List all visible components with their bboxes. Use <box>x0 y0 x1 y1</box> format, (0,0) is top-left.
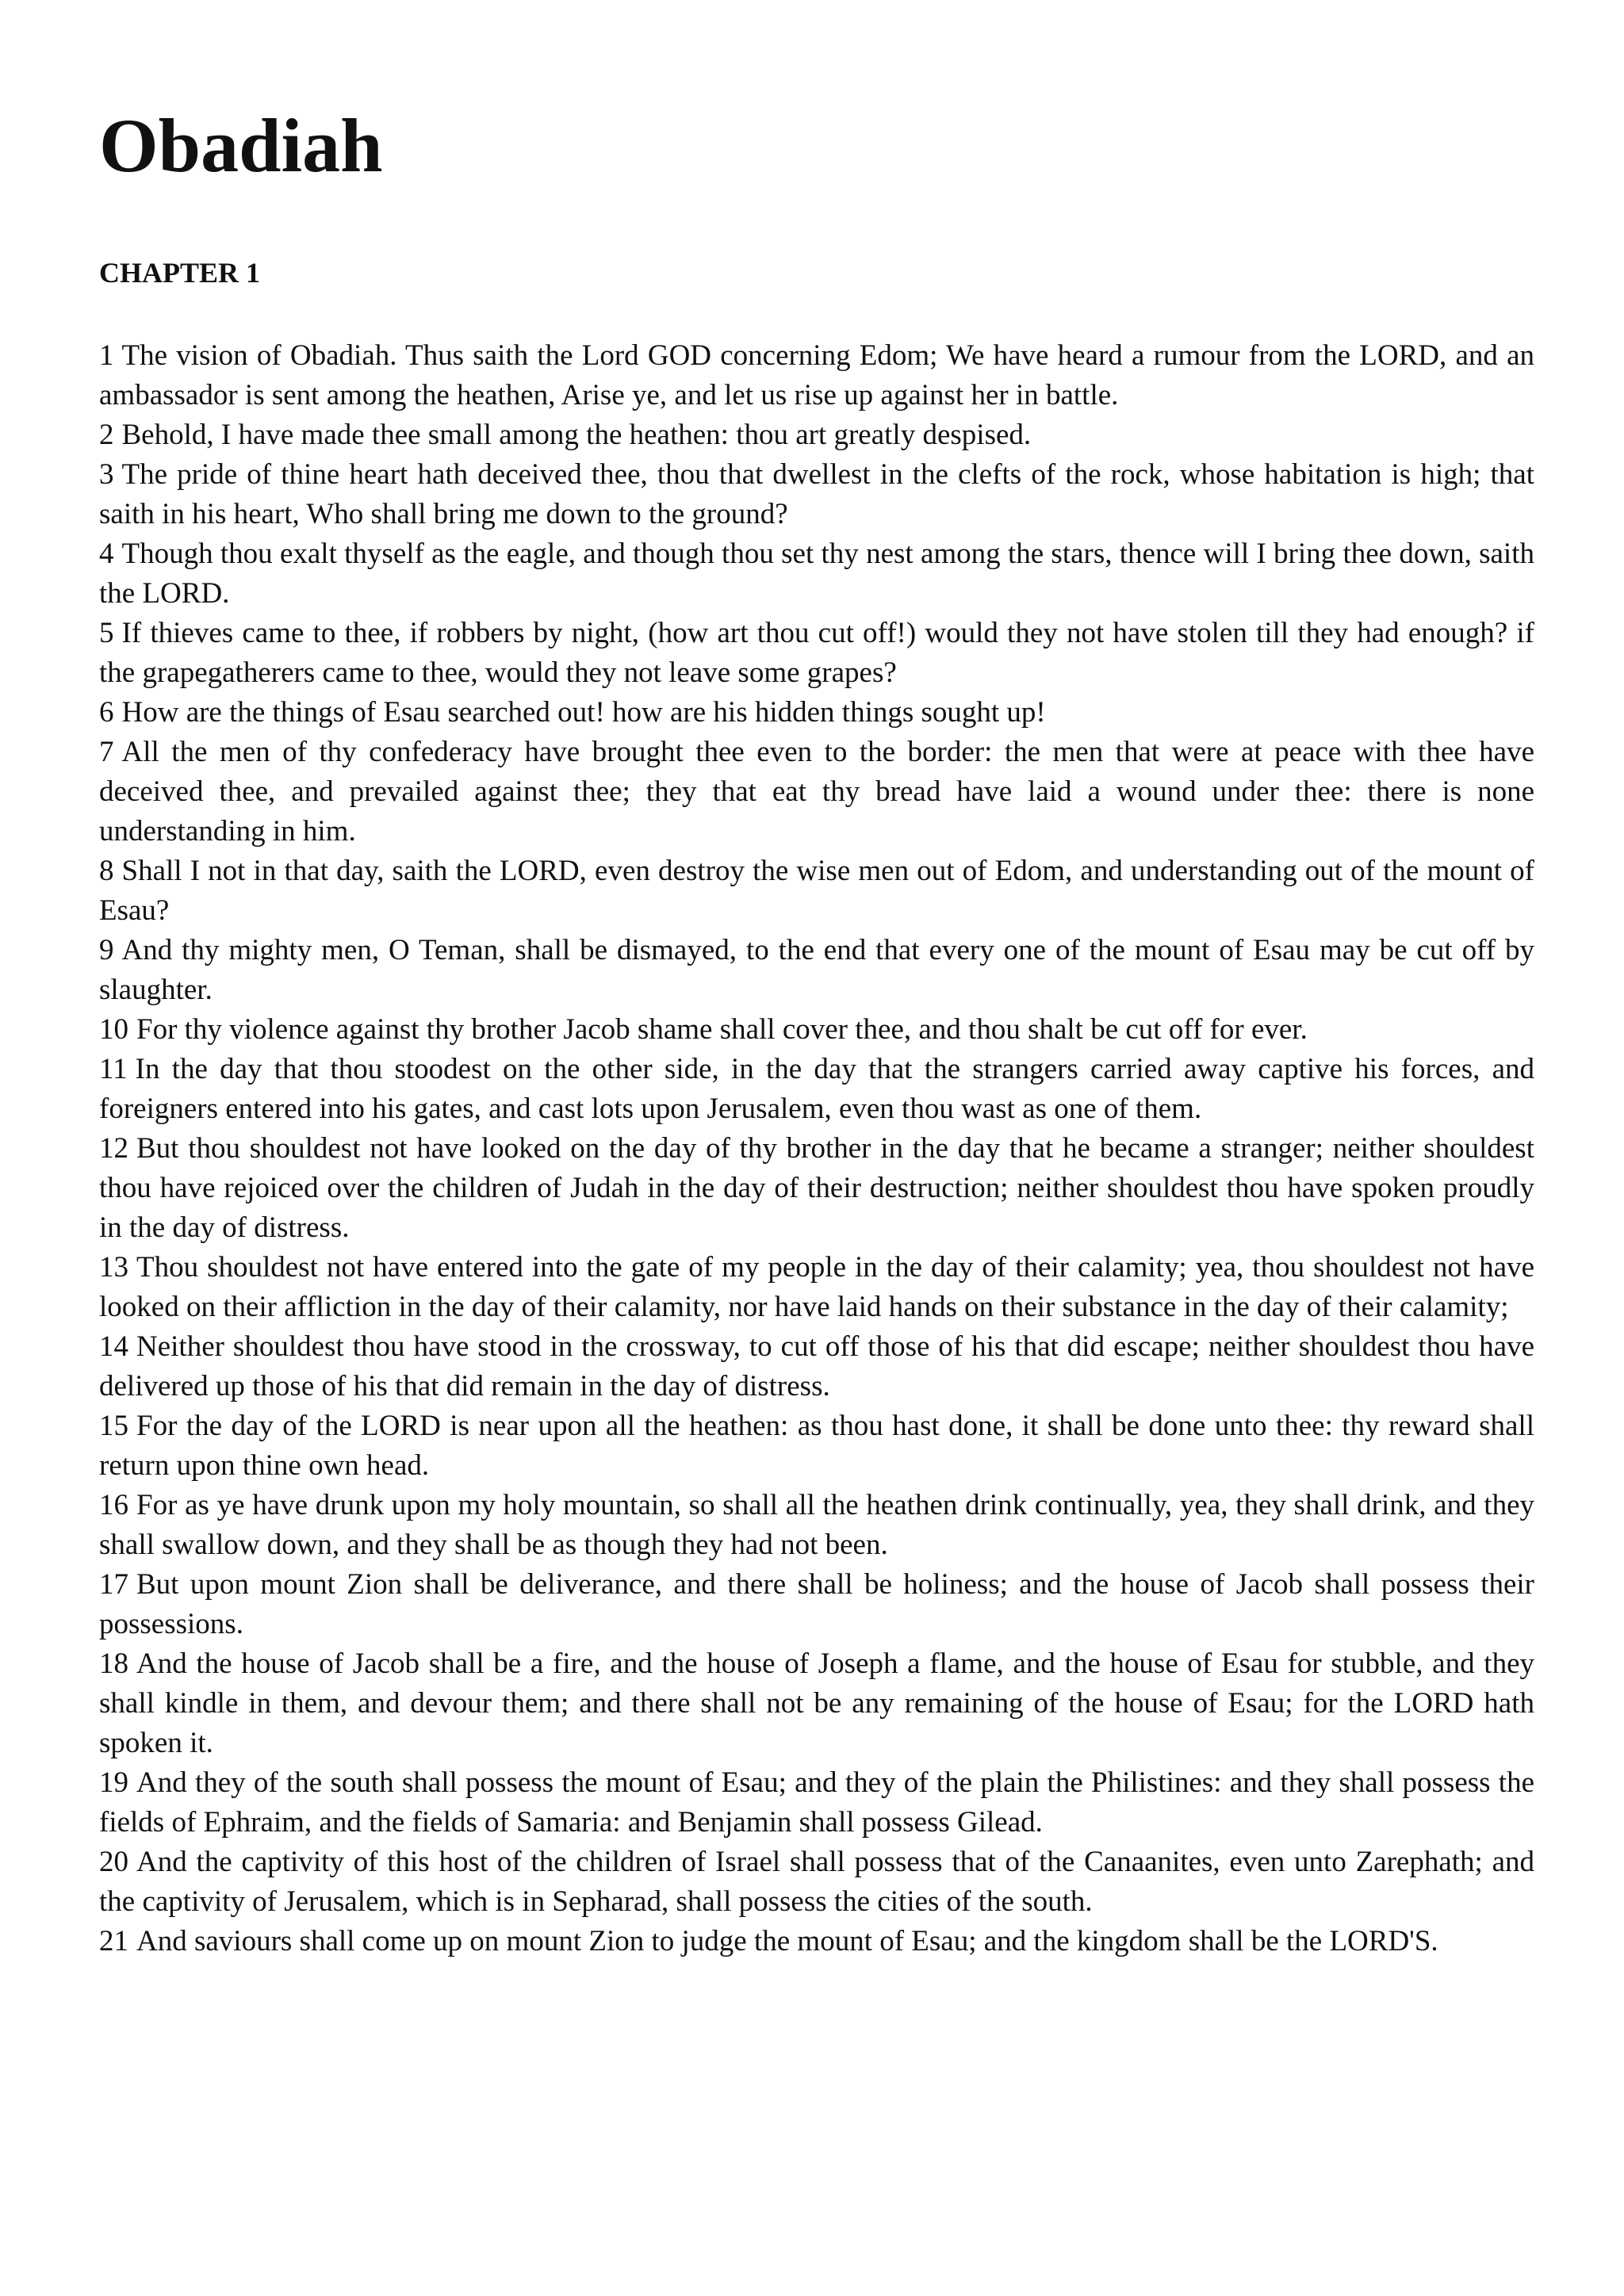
verse-3 <box>99 455 1534 534</box>
verse-12 <box>99 1129 1534 1248</box>
verse-text: The pride of thine heart hath deceived thee, thou that dwellest in the clefts of the rock, whose habitation is high; that saith in his heart, Who shall bring me down to the ground? <box>99 458 1534 530</box>
verse-text: Shall I not in that day, saith the LORD, even destroy the wise men out of Edom, and understanding out of the mount of Esau? <box>99 855 1534 927</box>
verse-text: And they of the south shall possess the mount of Esau; and they of the plain the Philistines: and they shall possess the fields of Ephraim, and the fields of Samaria: and Benjamin shall possess Gilead. <box>99 1766 1534 1839</box>
verse-13 <box>99 1248 1534 1327</box>
verse-number: 14 <box>99 1330 128 1363</box>
verse-18 <box>99 1644 1534 1763</box>
verse-8 <box>99 851 1534 931</box>
verse-number: 18 <box>99 1647 128 1680</box>
verse-19 <box>99 1763 1534 1843</box>
verse-5 <box>99 614 1534 693</box>
verse-number: 5 <box>99 617 114 649</box>
verse-number: 19 <box>99 1766 128 1799</box>
verse-text: And the captivity of this host of the children of Israel shall possess that of the Canaanites, even unto Zarephath; and the captivity of Jerusalem, which is in Sepharad, shall possess the cities of the south. <box>99 1846 1534 1918</box>
verse-text: Though thou exalt thyself as the eagle, and though thou set thy nest among the stars, thence will I bring thee down, saith the LORD. <box>99 538 1534 610</box>
verse-number: 4 <box>99 538 114 570</box>
verse-text: If thieves came to thee, if robbers by night, (how art thou cut off!) would they not have stolen till they had enough? if the grapegatherers came to thee, would they not leave some grapes? <box>99 617 1534 689</box>
verse-17 <box>99 1565 1534 1644</box>
verse-number: 7 <box>99 736 114 768</box>
verse-1 <box>99 336 1534 415</box>
verse-4 <box>99 534 1534 614</box>
verse-number: 3 <box>99 458 114 491</box>
verse-text: Behold, I have made thee small among the heathen: thou art greatly despised. <box>121 419 1032 451</box>
verse-2 <box>99 415 1534 455</box>
verse-text: All the men of thy confederacy have brought thee even to the border: the men that were at peace with thee have deceived thee, and prevailed against thee; they that eat thy bread have laid a wound under thee: there is none understanding in him. <box>99 736 1534 848</box>
verse-7 <box>99 733 1534 851</box>
verse-text: But thou shouldest not have looked on the day of thy brother in the day that he became a stranger; neither shouldest thou have rejoiced over the children of Judah in the day of their destruction; neither shouldest thou have spoken proudly in the day of distress. <box>99 1132 1534 1244</box>
verse-number: 10 <box>99 1013 128 1046</box>
verse-number: 6 <box>99 696 114 729</box>
verse-list <box>99 336 1534 1961</box>
verse-number: 2 <box>99 419 114 451</box>
verse-number: 16 <box>99 1489 128 1521</box>
verse-14 <box>99 1327 1534 1406</box>
verse-10 <box>99 1010 1534 1050</box>
verse-text: Neither shouldest thou have stood in the crossway, to cut off those of his that did escape; neither shouldest thou have delivered up those of his that did remain in the day of distress. <box>99 1330 1534 1402</box>
document-page <box>99 101 1534 1961</box>
verse-number: 12 <box>99 1132 128 1165</box>
verse-number: 20 <box>99 1846 128 1878</box>
verse-text: Thou shouldest not have entered into the gate of my people in the day of their calamity; yea, thou shouldest not have looked on their affliction in the day of their calamity, nor have laid hands on their substance in the day of their calamity; <box>99 1251 1534 1323</box>
book-title: Obadiah <box>99 103 383 188</box>
verse-number: 11 <box>99 1053 128 1085</box>
verse-number: 21 <box>99 1925 128 1957</box>
verse-16 <box>99 1486 1534 1565</box>
verse-text: And thy mighty men, O Teman, shall be dismayed, to the end that every one of the mount of Esau may be cut off by slaughter. <box>99 934 1534 1006</box>
verse-text: For as ye have drunk upon my holy mountain, so shall all the heathen drink continually, yea, they shall drink, and they shall swallow down, and they shall be as though they had not been. <box>99 1489 1534 1561</box>
verse-text: For the day of the LORD is near upon all the heathen: as thou hast done, it shall be done unto thee: thy reward shall return upon thine own head. <box>99 1410 1534 1482</box>
verse-number: 8 <box>99 855 114 887</box>
verse-number: 9 <box>99 934 114 966</box>
verse-number: 15 <box>99 1410 128 1442</box>
verse-number: 13 <box>99 1251 128 1284</box>
verse-text: But upon mount Zion shall be deliverance, and there shall be holiness; and the house of Jacob shall possess their possessions. <box>99 1568 1534 1640</box>
verse-text: The vision of Obadiah. Thus saith the Lord GOD concerning Edom; We have heard a rumour from the LORD, and an ambassador is sent among the heathen, Arise ye, and let us rise up against her in battle. <box>99 339 1534 411</box>
verse-number: 1 <box>99 339 114 372</box>
verse-11 <box>99 1050 1534 1129</box>
verse-number: 17 <box>99 1568 128 1601</box>
verse-20 <box>99 1843 1534 1922</box>
verse-text: For thy violence against thy brother Jacob shame shall cover thee, and thou shalt be cut off for ever. <box>136 1013 1308 1046</box>
chapter-heading: CHAPTER 1 <box>99 257 261 289</box>
verse-text: In the day that thou stoodest on the other side, in the day that the strangers carried away captive his forces, and foreigners entered into his gates, and cast lots upon Jerusalem, even thou wast as one of them. <box>99 1053 1534 1125</box>
verse-text: How are the things of Esau searched out! how are his hidden things sought up! <box>121 696 1046 729</box>
verse-15 <box>99 1406 1534 1486</box>
verse-text: And saviours shall come up on mount Zion to judge the mount of Esau; and the kingdom shall be the LORD'S. <box>136 1925 1438 1957</box>
verse-9 <box>99 931 1534 1010</box>
verse-text: And the house of Jacob shall be a fire, and the house of Joseph a flame, and the house of Esau for stubble, and they shall kindle in them, and devour them; and there shall not be any remaining of the house of Esau; for the LORD hath spoken it. <box>99 1647 1534 1759</box>
verse-21 <box>99 1922 1534 1961</box>
verse-6 <box>99 693 1534 733</box>
